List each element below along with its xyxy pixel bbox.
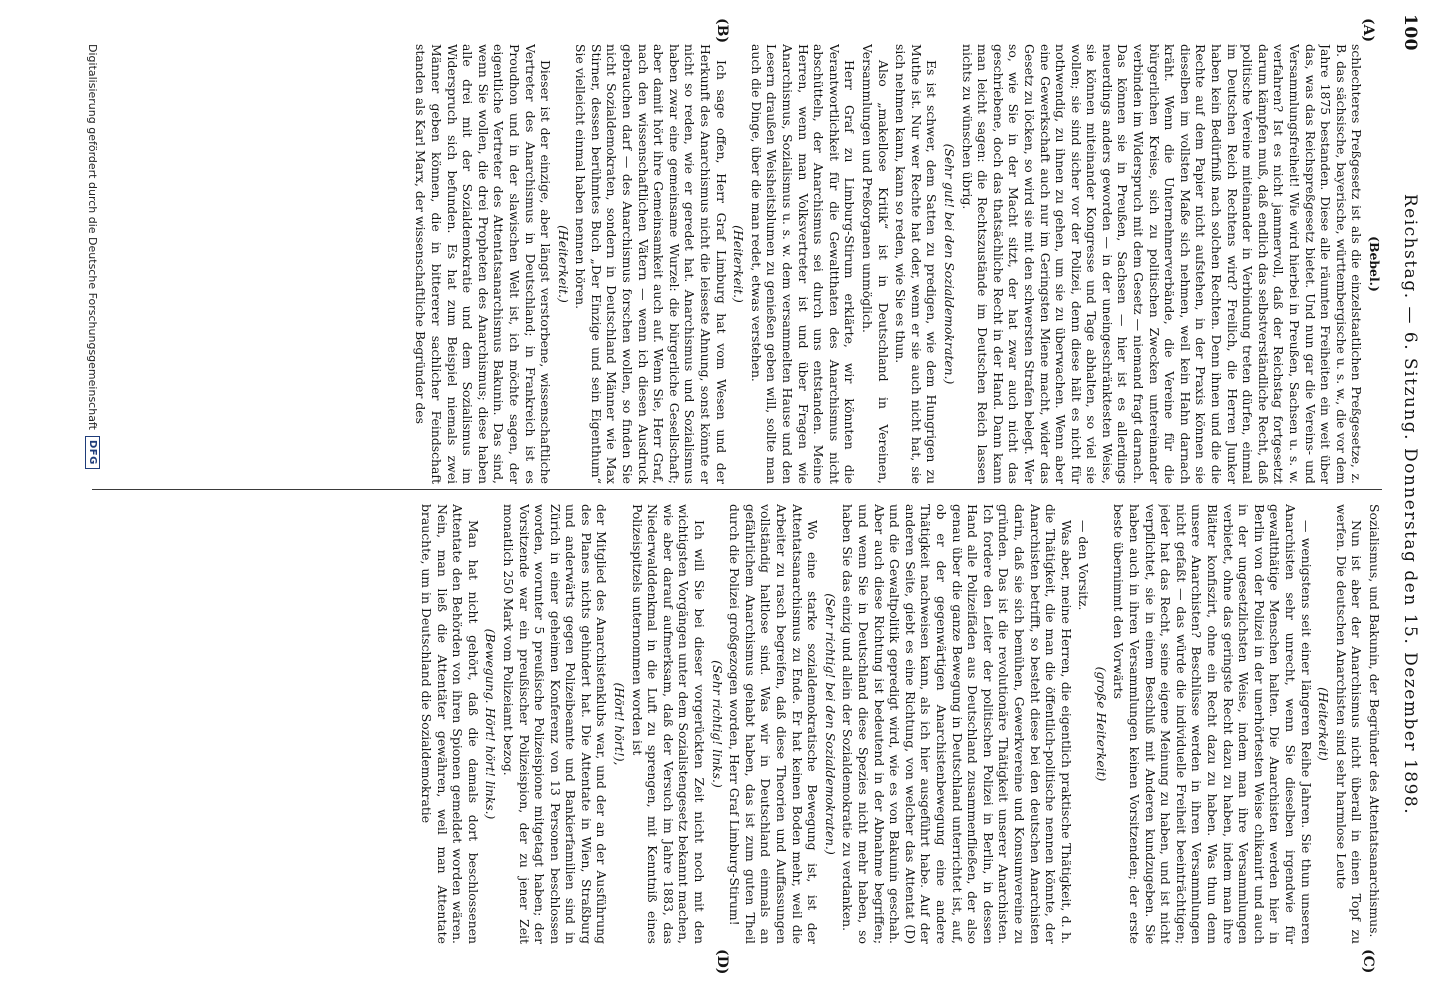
remark: (Sehr richtig! bei den Sozialdemokraten.)	[822, 593, 838, 855]
paragraph: Es ist schwer, dem Satten zu predigen, wie dem Hungrigen zu Muthe ist. Nur wer Rechte hat oder, wenn er sie auch nicht hat, sie sich nehmen kann, kann so reden, wie Sie es thun.	[893, 44, 940, 484]
left-column	[92, 44, 1382, 484]
page-header	[1386, 14, 1420, 958]
paragraph: Sozialismus, und Bakunin, der Begründer des Attentatsanarchismus.	[1367, 504, 1382, 938]
paragraph: Ich sage offen, Herr Graf Limburg hat vom Wesen und der Herkunft des Anarchismus nicht die leiseste Ahnung, sonst könnte er nicht so reden, wie er geredet hat. Anarchismus und Sozialismus haben zwar eine gemeinsame Wurzel: die bürgerliche Gesellschaft; aber damit hört ihre Gemeinsamkeit auch auf. Wenn Sie, Herr Graf, nach den wissenschaftlichen Vätern — wenn ich diesen Ausdruck gebrauchen darf — des Anarchismus forschen wollen, so finden Sie nicht Sozialdemokraten, sondern in Deutschland Männer wie Max Stirner, dessen berühmtes Buch „Der Einzige und sein Eigenthum“ Sie vielleicht einmal haben nennen hören.	[573, 44, 729, 484]
digitization-note-text: Digitalisierung gefördert durch die Deutsche Forschungsgemeinschaft	[86, 44, 100, 430]
paragraph: — den Vorsitz.	[1076, 520, 1092, 611]
dfg-logo: DFG	[86, 436, 101, 469]
remark: (Heiterkeit.)	[555, 225, 571, 303]
remark: (Sehr richtig! links.)	[709, 660, 725, 788]
right-column	[92, 504, 1382, 944]
page-number: 100	[1400, 14, 1420, 51]
remark: (Sehr gut! bei den Sozialdemokraten.)	[941, 143, 957, 385]
paragraph: Ich will Sie bei dieser vorgerückten Zeit nicht noch mit den wichtigsten Vorgängen unter dem Sozialistengesetz bekannt machen, wie aber darauf aufmerksam, daß der Versuch im Jahre 1883, das Niederwalddenkmal in die Luft zu sprengen, mit Kenntniß eines Polizeispitzels unternommen worden ist	[629, 504, 708, 944]
paragraph: Wo eine starke sozialdemokratische Bewegung ist, ist der Attentatsanarchismus zu Ende. Er hat keinen Boden mehr, weil die Arbeiter zu rasch begreifen, daß diese Theorien und Auffassungen vollständig haltlose sind. Was wir in Deutschland einmals an gefährlichem Anarchismus gehabt haben, das ist zum guten Theil durch die Polizei großgezogen worden, Herr Graf Limburg-Stirum!	[727, 504, 821, 944]
paragraph: der Mitglied des Anarchistenklubs war, und der an der Ausführung des Planes nichts gehindert hat. Die Attentate in Wien, Straßburg und anderwärts gegen Polizeibeamte und Bankierfamilien sind in Zürich in einer geheimen Konferenz von 13 Personen beschlossen worden, worunter 5 preußische Polizeispione mitgetagt haben; der Vorsitzende war ein preußischer Polizeispion, der zu jener Zeit monatlich 250 Mark vom Polizeiamt bezog.	[500, 504, 610, 944]
margin-marker-d: (D)	[714, 949, 730, 975]
page-content	[80, 14, 1420, 975]
digitization-note	[80, 44, 106, 944]
paragraph: — wenigstens seit einer längeren Reihe Jahren. Sie thun unseren Anarchisten sehr unrecht, wenn Sie dieselben irgendwie für gewaltthätige Menschen halten. Die Anarchisten werden hier in Berlin von der Polizei in der unerhörtesten Weise chikanirt und auch in der ungesetzlichsten Weise, indem man ihre Versammlungen verbietet, ohne das geringste Recht dazu zu haben, indem man ihre Blätter konfiszirt, ohne ein Recht dazu zu haben. Was thun denn unsere Anarchisten? Beschlüsse werden in ihren Versammlungen nicht gefaßt — das würde die individuelle Freiheit beeinträchtigen; jeder hat das Recht, seine eigene Meinung zu haben, und ist nicht verpflichtet, sie in einem Beschluß mit Anderen kundzugeben. Sie haben auch in ihren Versammlungen keinen Vorsitzenden; der erste beste übernimmt den Vorwärts	[1111, 504, 1314, 944]
margin-marker-c: (C)	[1360, 949, 1376, 974]
paragraph: Dieser ist der einzige, aber längst verstorbene, wissenschaftliche Vertreter des Anarchismus in Deutschland; in Frankreich ist es Proudhon und in der slawischen Welt ist, ich möchte sagen, der eigentliche Vertreter des Attentatsanarchismus Bakunin. Das sind, wenn Sie wollen, die drei Propheten des Anarchismus; diese haben alle drei mit der Sozialdemokratie und dem Sozialismus im Widerspruch sich befunden. Es hat zum Beispiel niemals zwei Männer geben können, die in bittererer sachlicher Feindschaft standen als Karl Marx, der wissenschaftliche Begründer des	[413, 44, 554, 484]
paragraph: Was aber, meine Herren, die eigentlich praktische Thätigkeit, d. h. die Thätigkeit, die man die öffentlich-politische nennen könnte, der Anarchisten betrifft, so besteht diese bei den deutschen Anarchisten darin, daß sie sich bemühen, Gewerkvereine und Konsumvereine zu gründen. Das ist die revolutionäre Thätigkeit unserer Anarchisten. Ich fordere den Leiter der politischen Polizei in Berlin, in dessen Hand alle Polizeifäden aus Deutschland zusammenfließen, der also genau über die ganze Bewegung in Deutschland unterrichtet ist, auf, ob er der gegenwärtigen Anarchistenbewegung eine andere Thätigkeit nachweisen kann, als ich hier ausgeführt habe. Auf der anderen Seite, giebt es eine Richtung, von welcher das Attentat (D) und die Gewaltpolitik gepredigt wird, wie es von Bakunin geschah. Aber auch diese Richtung ist bedeutend in der Abnahme begriffen; und wenn Sie in Deutschland diese Spezies nicht mehr haben, so haben Sie das einzig und allein der Sozialdemokratie zu verdanken.	[840, 504, 1074, 944]
remark: (Bewegung. Hört! hört! links.)	[483, 628, 499, 820]
paragraph: Nun ist aber der Anarchismus nicht überall in einen Topf zu werfen. Die deutschen Anarchisten sind sehr harmlose Leute	[1333, 504, 1365, 944]
margin-marker-b: (B)	[714, 18, 730, 44]
page-title: Reichstag. — 6. Sitzung. Donnerstag den 15. Dezember 1898.	[1400, 193, 1420, 816]
margin-marker-a: (A)	[1360, 18, 1376, 43]
paragraph: Also „makellose Kritik“ ist in Deutschland in Vereinen, Versammlungen und Preßorganen unmöglich.	[860, 44, 891, 484]
remark: (Hört! hört!),	[612, 682, 628, 766]
column-divider	[92, 489, 1382, 490]
remark: (Heiterkeit)	[1316, 687, 1332, 761]
speaker-name: (Bebel.)	[1367, 236, 1382, 292]
paragraph: Herr Graf zu Limburg-Stirum erklärte, wir könnten die Verantwortlichkeit für die Gewaltthaten des Anarchismus nicht abschütteln, der Anarchismus sei durch uns entstanden. Meine Herren, wenn man Volksvertreter ist und über Fragen wie Anarchismus, Sozialismus u. s. w. dem versammelten Hause und den Lesern draußen Weisheitsblumen zu genießen geben will, sollte man auch die Dinge, über die man redet, etwas verstehen.	[748, 44, 858, 484]
remark: (Heiterkeit.)	[731, 225, 747, 303]
paragraph: schlechteres Preßgesetz ist als die einzelstaatlichen Preßgesetze, z. B. das sächsische, bayerische, württembergische u. s. w., die vor dem Jahre 1875 bestanden. Diese alle räumten Freiheiten ein weit über das, was das Reichspreßgesetz bietet. Und nun gar die Vereins- und Versammlungsfreiheit! Wie wird hierbei in Preußen, Sachsen u. s. w. verfahren? Ist es nicht jammervoll, daß der Reichstag fortgesetzt darum kämpfen muß, daß endlich das selbstverständliche Recht, daß politische Vereine miteinander in Verbindung treten dürfen, einmal im Deutschen Reich Rechtens wird? Freilich, die Herren Junker haben kein Bedürfniß nach solchen Rechten. Denn ihnen und die die Rechte auf dem Papier nicht aufstehen, in der Praxis können sie dieselben im vollsten Maße sich nehmen, weil kein Hahn darnach kräht. Wenn die Unternehmerverbände, die Vereine für die bürgerlichen Kreise, sich zu politischen Zwecken untereinander verbinden im Widerspruch mit dem Gesetz — niemand fragt darnach. Das können sie in Preußen, Sachsen — hier ist es allerdings neuerdings anders geworden — in der uneingeschränktesten Weise, sie können miteinander Kongresse und Tage abhalten, so viel sie wollen; sie sind sicher vor der Polizei, denn diese hält es nicht für nothwendig, zu ihnen zu gehen, um sie zu überwachen. Wenn aber eine Gewerkschaft auch nur im Geringsten Miene macht, wider das Gesetz zu löcken, so wird sie mit den schwersten Strafen belegt. Wer so, wie Sie in der Macht sitzt, der hat zwar auch nicht das geschriebene, doch das thatsächliche Recht in der Hand. Dann kann man leicht sagen: die Rechtszustände im Deutschen Reich lassen nichts zu wünschen übrig.	[959, 44, 1365, 484]
paragraph: Man hat nicht gehört, daß die damals dort beschlossenen Attentate den Behörden von ihren Spionen gemeldet worden wären. Nein, man ließ die Attentäter gewähren, weil man Attentate brauchte, um in Deutschland die Sozialdemokratie	[418, 504, 481, 944]
remark: (große Heiterkeit)	[1093, 666, 1109, 782]
